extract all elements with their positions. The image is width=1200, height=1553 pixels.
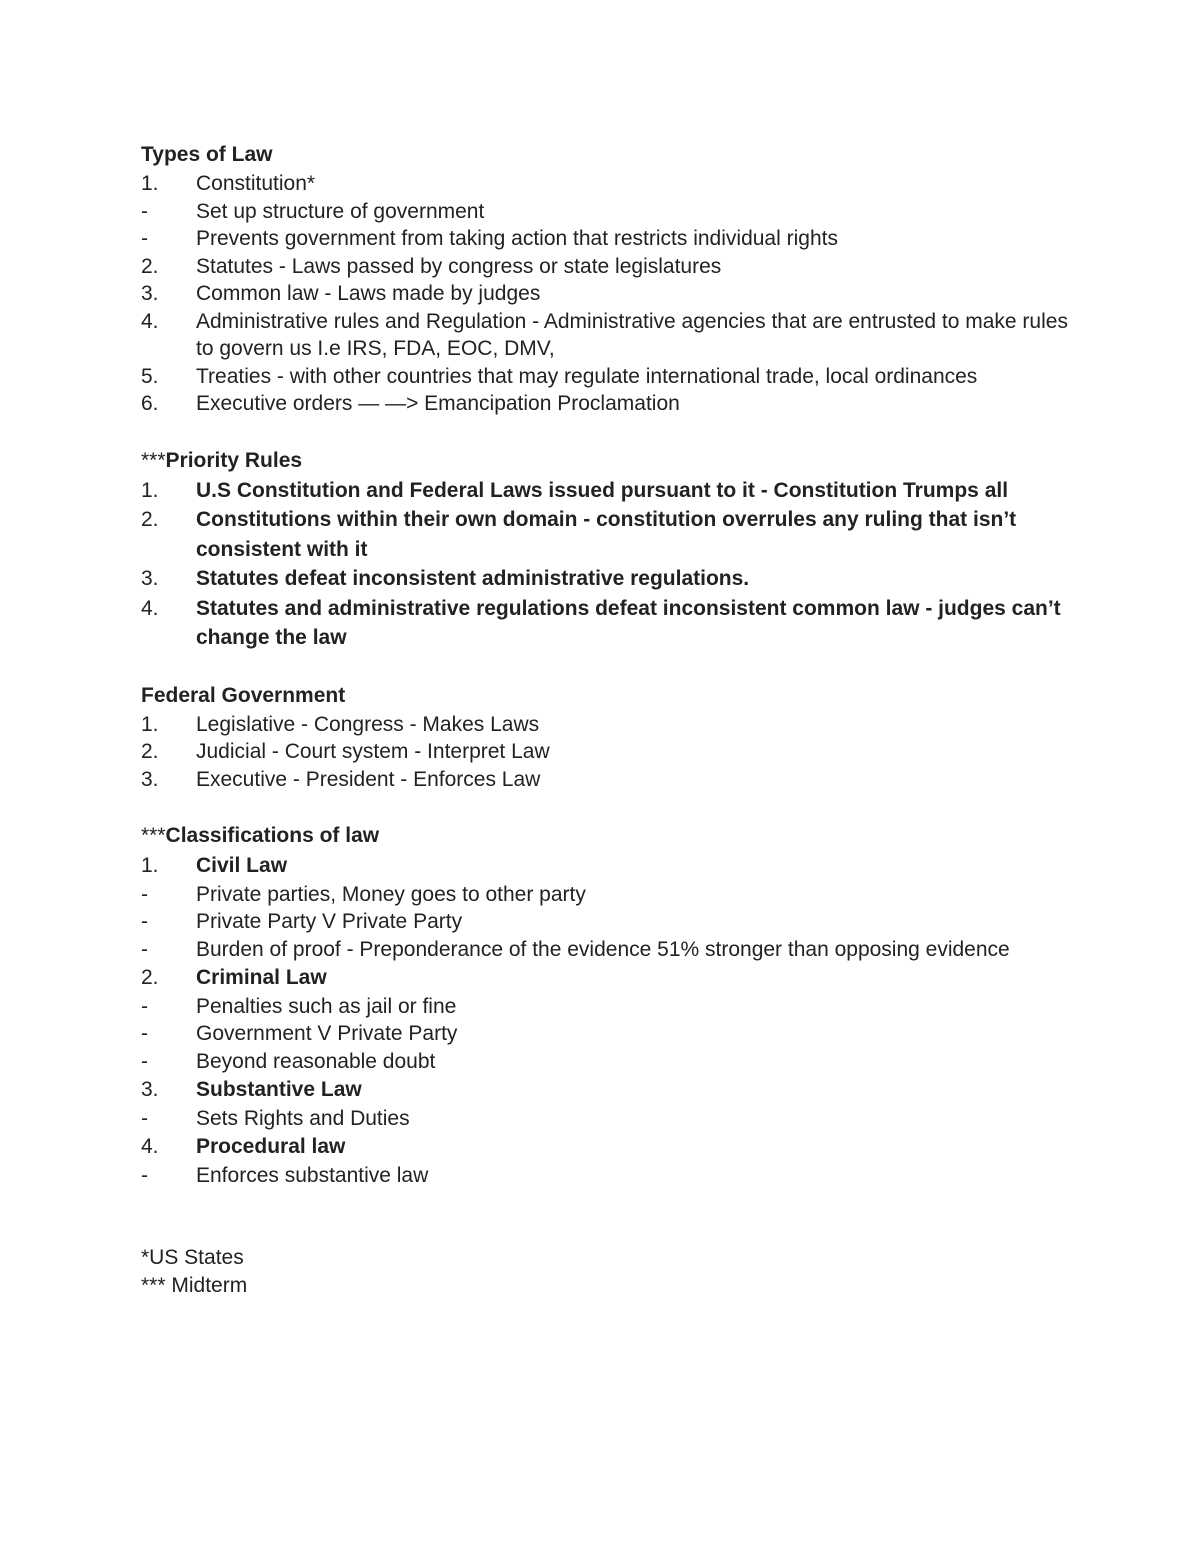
list-item — [141, 993, 1081, 1021]
section-heading-priority-rules — [141, 446, 1081, 476]
heading-prefix: *** — [141, 824, 166, 847]
list-item — [141, 363, 1081, 391]
list-item-text: Executive orders — —> Emancipation Proclamation — [196, 392, 680, 415]
list-item — [141, 963, 1081, 993]
list-item-text: U.S Constitution and Federal Laws issued pursuant to it - Constitution Trumps all — [196, 478, 1009, 502]
list-marker: 2. — [141, 740, 159, 763]
list-marker: 2. — [141, 508, 159, 531]
list-item-text: Beyond reasonable doubt — [196, 1049, 436, 1073]
list-item-text: Common law - Laws made by judges — [196, 282, 541, 305]
list-item — [141, 1020, 1081, 1048]
list-item — [141, 1132, 1081, 1162]
list-marker: - — [141, 1106, 148, 1130]
list-marker: 4. — [141, 309, 159, 333]
list-item — [141, 881, 1081, 909]
list-marker: 3. — [141, 567, 159, 590]
list-item — [141, 1105, 1081, 1133]
list-item — [141, 1162, 1081, 1190]
section-spacer — [141, 793, 1081, 821]
types-of-law-list — [141, 170, 1081, 418]
list-item-text: Constitutions within their own domain - constitution overrules any ruling that isn’t consistent with it — [196, 508, 1017, 561]
list-marker: 2. — [141, 254, 159, 278]
list-item-text: Prevents government from taking action that restricts individual rights — [196, 227, 838, 250]
list-item-text: Private parties, Money goes to other party — [196, 882, 586, 906]
list-item-text: Substantive Law — [196, 1078, 362, 1101]
list-item-text: Criminal Law — [196, 966, 327, 989]
list-item-text: Statutes defeat inconsistent administrative regulations. — [196, 567, 750, 590]
list-item-text: Burden of proof - Preponderance of the evidence 51% stronger than opposing evidence — [196, 937, 1010, 961]
section-spacer — [141, 1189, 1081, 1244]
list-marker: 1. — [141, 478, 159, 502]
document-body — [141, 140, 1081, 1300]
list-item-text: Legislative - Congress - Makes Laws — [196, 712, 540, 736]
list-item-text: Statutes and administrative regulations defeat inconsistent common law - judges can’t change the law — [196, 596, 1061, 649]
list-marker: - — [141, 1049, 148, 1073]
footnote-midterm: *** Midterm — [141, 1274, 248, 1297]
list-item — [141, 308, 1081, 363]
list-marker: - — [141, 199, 148, 223]
list-item — [141, 908, 1081, 936]
section-heading-types-of-law: Types of Law — [141, 143, 273, 166]
list-item-text: Procedural law — [196, 1135, 346, 1158]
classifications-list — [141, 851, 1081, 1189]
list-marker: - — [141, 937, 148, 961]
list-item — [141, 1048, 1081, 1076]
list-item — [141, 711, 1081, 739]
priority-rules-list — [141, 476, 1081, 653]
list-marker: 2. — [141, 966, 159, 989]
list-item-text: Sets Rights and Duties — [196, 1106, 410, 1130]
list-marker: 1. — [141, 172, 159, 195]
list-item-text: Private Party V Private Party — [196, 910, 463, 933]
list-item — [141, 225, 1081, 253]
list-item-text: Statutes - Laws passed by congress or state legislatures — [196, 254, 722, 278]
list-item — [141, 253, 1081, 281]
list-item — [141, 936, 1081, 964]
list-marker: 4. — [141, 596, 159, 620]
list-marker: - — [141, 227, 148, 250]
list-item-text: Penalties such as jail or fine — [196, 994, 457, 1018]
list-item-text: Executive - President - Enforces Law — [196, 767, 541, 791]
list-item-text: Treaties - with other countries that may regulate international trade, local ordinances — [196, 364, 978, 388]
list-item — [141, 170, 1081, 198]
list-item — [141, 198, 1081, 226]
section-spacer — [141, 653, 1081, 681]
list-item-text: Civil Law — [196, 854, 288, 877]
section-heading-federal-government: Federal Government — [141, 683, 346, 707]
list-item-text: Enforces substantive law — [196, 1163, 429, 1187]
list-marker: - — [141, 1163, 148, 1187]
heading-prefix: *** — [141, 448, 166, 472]
list-marker: 3. — [141, 282, 159, 305]
list-marker: 3. — [141, 1078, 159, 1101]
list-marker: - — [141, 1022, 148, 1045]
section-heading-classifications-of-law — [141, 821, 1081, 851]
list-marker: 5. — [141, 364, 159, 388]
list-marker: - — [141, 882, 148, 906]
list-marker: - — [141, 994, 148, 1018]
list-item-text: Administrative rules and Regulation - Administrative agencies that are entrusted to make rules to govern us I.e IRS, FDA, EOC, DMV, — [196, 309, 1068, 360]
list-item — [141, 851, 1081, 881]
heading-text: Priority Rules — [165, 448, 303, 472]
footnote-us-states: *US States — [141, 1246, 244, 1269]
heading-text: Classifications of law — [165, 824, 380, 847]
list-marker: 1. — [141, 712, 159, 736]
list-item-text: Constitution* — [196, 172, 316, 195]
list-item — [141, 564, 1081, 594]
list-item-text: Judicial - Court system - Interpret Law — [196, 740, 550, 763]
list-item — [141, 505, 1081, 564]
list-item-text: Government V Private Party — [196, 1022, 458, 1045]
list-marker: 6. — [141, 392, 159, 415]
list-item — [141, 280, 1081, 308]
federal-government-list — [141, 711, 1081, 794]
list-item — [141, 476, 1081, 506]
section-spacer — [141, 418, 1081, 446]
list-marker: 3. — [141, 767, 159, 791]
list-item — [141, 1075, 1081, 1105]
list-marker: 1. — [141, 854, 159, 877]
list-item — [141, 390, 1081, 418]
list-item — [141, 594, 1081, 653]
list-marker: 4. — [141, 1135, 159, 1158]
list-item-text: Set up structure of government — [196, 199, 485, 223]
list-marker: - — [141, 910, 148, 933]
list-item — [141, 766, 1081, 794]
list-item — [141, 738, 1081, 766]
